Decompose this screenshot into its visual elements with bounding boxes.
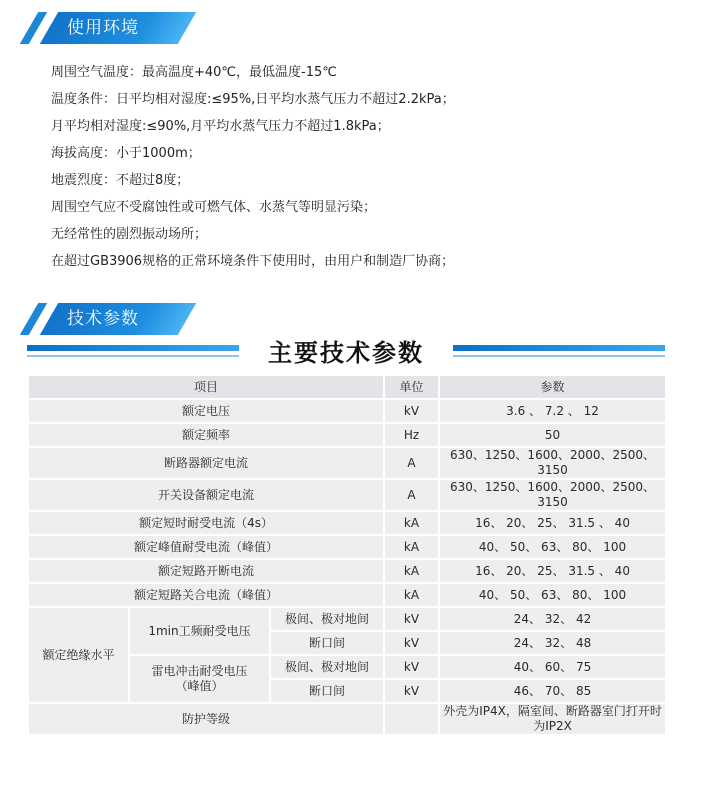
table-row xyxy=(28,423,666,447)
protection-value: 外壳为IP4X，隔室间、断路器室门打开时为IP2X xyxy=(439,703,666,735)
table-row xyxy=(28,607,666,631)
row-unit: kV xyxy=(384,655,439,679)
row-value: 46、 70、 85 xyxy=(439,679,666,703)
row-value: 16、 20、 25、 31.5 、 40 xyxy=(439,511,666,535)
table-row xyxy=(28,479,666,511)
environment-line: 月平均相对湿度:≤90%,月平均水蒸气压力不超过1.8kPa； xyxy=(51,119,390,134)
row-value: 24、 32、 48 xyxy=(439,631,666,655)
row-unit: A xyxy=(384,447,439,479)
header-unit: 单位 xyxy=(384,375,439,399)
row-unit: kA xyxy=(384,559,439,583)
row-item: 额定峰值耐受电流（峰值） xyxy=(28,535,384,559)
protection-item: 防护等级 xyxy=(28,703,384,735)
row-value: 3.6 、 7.2 、 12 xyxy=(439,399,666,423)
section-title-environment: 使用环境 xyxy=(67,18,139,38)
environment-line: 周围空气温度：最高温度+40℃，最低温度-15℃ xyxy=(51,65,337,80)
row-value: 24、 32、 42 xyxy=(439,607,666,631)
environment-line: 在超过GB3906规格的正常环境条件下使用时，由用户和制造厂协商； xyxy=(51,254,455,269)
header-value: 参数 xyxy=(439,375,666,399)
row-unit: kA xyxy=(384,535,439,559)
table-header-row xyxy=(28,375,666,399)
protection-unit-empty xyxy=(384,703,439,735)
environment-line: 地震烈度：不超过8度； xyxy=(51,173,190,188)
table-row xyxy=(28,535,666,559)
impulse-label-line: （峰值） xyxy=(175,679,224,693)
impulse-label-line: 雷电冲击耐受电压 xyxy=(151,664,248,678)
parameters-table xyxy=(27,374,667,736)
row-value: 40、 60、 75 xyxy=(439,655,666,679)
row-item: 开关设备额定电流 xyxy=(28,479,384,511)
row-unit: kV xyxy=(384,631,439,655)
row-value: 630、1250、1600、2000、2500、3150 xyxy=(439,479,666,511)
section-title-parameters: 技术参数 xyxy=(67,309,139,329)
row-subitem: 极间、极对地间 xyxy=(270,655,384,679)
environment-line: 海拔高度：小于1000m； xyxy=(51,146,201,161)
row-item: 额定电压 xyxy=(28,399,384,423)
row-item: 额定短路关合电流（峰值） xyxy=(28,583,384,607)
row-item: 额定频率 xyxy=(28,423,384,447)
row-unit: A xyxy=(384,479,439,511)
table-row xyxy=(28,511,666,535)
row-subitem: 极间、极对地间 xyxy=(270,607,384,631)
row-unit: kA xyxy=(384,511,439,535)
insulation-label: 额定绝缘水平 xyxy=(28,607,129,703)
row-item: 断路器额定电流 xyxy=(28,447,384,479)
environment-line: 周围空气应不受腐蚀性或可燃气体、水蒸气等明显污染； xyxy=(51,200,377,215)
environment-line: 无经常性的剧烈振动场所； xyxy=(51,227,208,242)
title-rule-right-thin xyxy=(453,355,665,357)
table-row xyxy=(28,703,666,735)
row-value: 50 xyxy=(439,423,666,447)
row-item: 额定短时耐受电流（4s） xyxy=(28,511,384,535)
row-value: 40、 50、 63、 80、 100 xyxy=(439,535,666,559)
row-value: 630、1250、1600、2000、2500、3150 xyxy=(439,447,666,479)
title-rule-left-thin xyxy=(27,355,239,357)
environment-list xyxy=(51,59,671,275)
environment-line: 温度条件：日平均相对湿度:≤95%,日平均水蒸气压力不超过2.2kPa； xyxy=(51,92,455,107)
row-unit: kV xyxy=(384,399,439,423)
row-unit: kA xyxy=(384,583,439,607)
table-title: 主要技术参数 xyxy=(268,339,424,367)
title-rule-left xyxy=(27,345,239,351)
row-unit: kV xyxy=(384,679,439,703)
row-subitem: 断口间 xyxy=(270,631,384,655)
table-row xyxy=(28,447,666,479)
table-row xyxy=(28,559,666,583)
row-unit: Hz xyxy=(384,423,439,447)
row-value: 16、 20、 25、 31.5 、 40 xyxy=(439,559,666,583)
row-unit: kV xyxy=(384,607,439,631)
title-rule-right xyxy=(453,345,665,351)
row-value: 40、 50、 63、 80、 100 xyxy=(439,583,666,607)
table-row xyxy=(28,399,666,423)
impulse-label xyxy=(129,655,270,703)
header-item: 项目 xyxy=(28,375,384,399)
power-frequency-label: 1min工频耐受电压 xyxy=(129,607,270,655)
row-subitem: 断口间 xyxy=(270,679,384,703)
table-row xyxy=(28,583,666,607)
row-item: 额定短路开断电流 xyxy=(28,559,384,583)
